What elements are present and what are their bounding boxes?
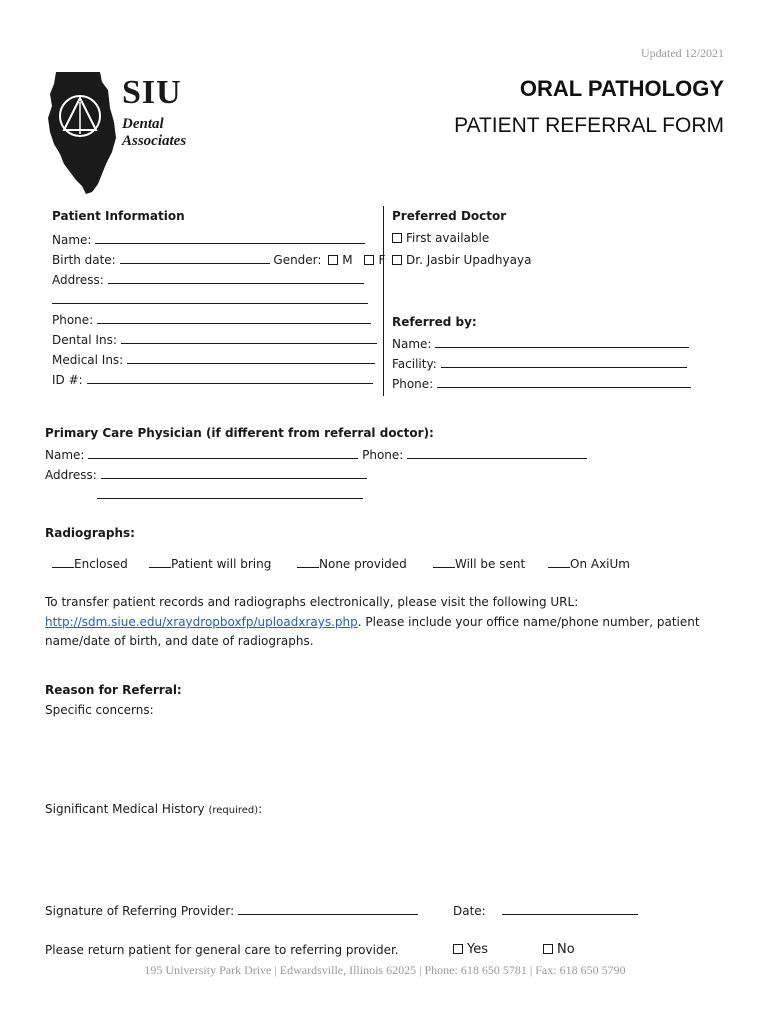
medical-history-area[interactable]: [45, 822, 725, 892]
transfer-line-2: [45, 615, 700, 629]
birth-date-label: Birth date:: [52, 253, 116, 267]
return-no: [543, 942, 575, 957]
radiograph-option: [548, 556, 630, 571]
siu-logo: [42, 68, 212, 196]
pcp-address-row: [45, 466, 367, 482]
id-label: ID #:: [52, 373, 83, 387]
date-label: Date:: [453, 904, 486, 918]
medical-history-row: [45, 802, 262, 816]
logo-siu: SIU: [122, 74, 182, 111]
pcp-phone-label: Phone:: [362, 448, 404, 462]
illinois-map-icon: [42, 68, 122, 196]
patient-name-label: Name:: [52, 233, 92, 247]
gender-label: Gender:: [273, 253, 322, 267]
referred-facility-label: Facility:: [392, 357, 437, 371]
gender-male-checkbox[interactable]: [328, 255, 338, 265]
address-field[interactable]: [108, 271, 364, 284]
pcp-name-field[interactable]: [88, 446, 358, 459]
referred-phone-label: Phone:: [392, 377, 434, 391]
referred-name-label: Name:: [392, 337, 432, 351]
will-be-sent-blank[interactable]: [433, 556, 455, 568]
signature-field[interactable]: [238, 902, 418, 915]
referred-phone-field[interactable]: [437, 375, 691, 388]
patient-bring-blank[interactable]: [149, 556, 171, 568]
referred-facility-field[interactable]: [441, 355, 687, 368]
form-subtitle: PATIENT REFERRAL FORM: [454, 114, 724, 137]
radiograph-option: [297, 556, 407, 571]
transfer-line-2-text: . Please include your office name/phone number, patient: [357, 615, 700, 629]
footer-address: 195 University Park Drive | Edwardsville, Illinois 62025 | Phone: 618 650 5781 | Fax: 618 650 5790: [144, 963, 626, 977]
doctor-heading: Preferred Doctor: [392, 209, 507, 223]
return-no-checkbox[interactable]: [543, 944, 553, 954]
patient-name-row: [52, 231, 365, 247]
enclosed-label: Enclosed: [74, 557, 128, 571]
phone-label: Phone:: [52, 313, 94, 327]
gender-male-label: M: [342, 253, 353, 267]
address-field-2[interactable]: [52, 291, 368, 304]
patient-phone-field[interactable]: [97, 311, 371, 324]
address-label: Address:: [52, 273, 104, 287]
dental-ins-row: [52, 331, 377, 347]
return-text: Please return patient for general care to referring provider.: [45, 943, 399, 957]
pcp-phone-field[interactable]: [407, 446, 587, 459]
specific-concerns-area[interactable]: [45, 722, 725, 792]
return-yes-checkbox[interactable]: [453, 944, 463, 954]
logo-dental: Dental: [122, 116, 164, 132]
on-axium-label: On AxiUm: [570, 557, 630, 571]
medical-ins-row: [52, 351, 375, 367]
medical-history-colon: :: [258, 802, 263, 816]
pcp-address-row-2: [97, 486, 363, 502]
signature-label: Signature of Referring Provider:: [45, 904, 235, 918]
patient-birth-row: [52, 251, 385, 267]
referred-heading: Referred by:: [392, 315, 477, 329]
patient-heading: Patient Information: [52, 209, 185, 223]
doctor-option: [392, 253, 531, 267]
column-divider: [383, 206, 384, 396]
doctor-option: [392, 231, 489, 245]
pcp-name-label: Name:: [45, 448, 85, 462]
patient-address-row: [52, 271, 364, 287]
gender-female-checkbox[interactable]: [364, 255, 374, 265]
pcp-heading: Primary Care Physician (if different from referral doctor):: [45, 426, 434, 440]
first-available-label: First available: [406, 231, 490, 245]
medical-ins-label: Medical Ins:: [52, 353, 124, 367]
referred-phone-row: [392, 375, 691, 391]
signature-row: [45, 902, 418, 918]
radiograph-option: [52, 556, 128, 571]
medical-ins-field[interactable]: [127, 351, 375, 364]
dental-ins-field[interactable]: [121, 331, 377, 344]
updated-date: Updated 12/2021: [641, 46, 724, 60]
gender-female-label: F: [378, 253, 386, 267]
patient-phone-row: [52, 311, 371, 327]
pcp-name-row: [45, 446, 587, 462]
specific-concerns-label: Specific concerns:: [45, 703, 154, 717]
pcp-address-field[interactable]: [101, 466, 367, 479]
upload-xrays-link[interactable]: http://sdm.siue.edu/xraydropboxfp/uploadxrays.php: [45, 615, 358, 629]
id-field[interactable]: [87, 371, 373, 384]
medical-history-required: (required): [208, 805, 259, 816]
referred-name-row: [392, 335, 689, 351]
dr-upadhyaya-label: Dr. Jasbir Upadhyaya: [406, 253, 532, 267]
transfer-line-1: To transfer patient records and radiographs electronically, please visit the following URL:: [45, 595, 579, 609]
radiograph-option: [149, 556, 271, 571]
first-available-checkbox[interactable]: [392, 233, 402, 243]
reason-heading: Reason for Referral:: [45, 683, 182, 697]
patient-name-field[interactable]: [95, 231, 365, 244]
none-provided-label: None provided: [319, 557, 407, 571]
radiograph-option: [433, 556, 525, 571]
patient-bring-label: Patient will bring: [171, 557, 272, 571]
return-yes: [453, 942, 488, 957]
dr-upadhyaya-checkbox[interactable]: [392, 255, 402, 265]
referred-facility-row: [392, 355, 687, 371]
birth-date-field[interactable]: [120, 251, 270, 264]
date-row: [453, 902, 638, 918]
return-yes-label: Yes: [467, 942, 488, 957]
pcp-address-label: Address:: [45, 468, 97, 482]
on-axium-blank[interactable]: [548, 556, 570, 568]
none-provided-blank[interactable]: [297, 556, 319, 568]
pcp-address-field-2[interactable]: [97, 486, 363, 499]
referred-name-field[interactable]: [435, 335, 689, 348]
transfer-line-3: name/date of birth, and date of radiographs.: [45, 634, 314, 648]
date-field[interactable]: [502, 902, 638, 915]
id-row: [52, 371, 373, 387]
return-no-label: No: [557, 942, 575, 957]
enclosed-blank[interactable]: [52, 556, 74, 568]
form-title: ORAL PATHOLOGY: [519, 76, 724, 101]
logo-associates: Associates: [122, 133, 187, 149]
will-be-sent-label: Will be sent: [455, 557, 526, 571]
dental-ins-label: Dental Ins:: [52, 333, 117, 347]
radiographs-heading: Radiographs:: [45, 526, 135, 540]
medical-history-label: Significant Medical History: [45, 802, 205, 816]
patient-address-row-2: [52, 291, 368, 307]
